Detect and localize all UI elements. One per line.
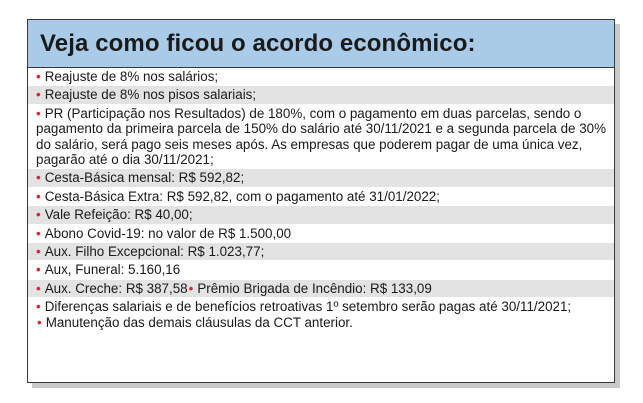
list-item-text: Reajuste de 8% nos pisos salariais; <box>44 87 257 103</box>
list-item-text: Vale Refeição: R$ 40,00; <box>44 207 193 223</box>
list-item <box>28 206 614 224</box>
bullet-icon: • <box>36 105 41 121</box>
list-item-text: Reajuste de 8% nos salários; <box>44 69 219 84</box>
bullet-icon: • <box>36 69 41 84</box>
bullet-icon: • <box>36 280 41 296</box>
bullet-icon: • <box>36 87 41 103</box>
bullet-icon: • <box>36 299 41 315</box>
list-item <box>28 86 614 104</box>
box-title: Veja como ficou o acordo econômico: <box>40 29 476 57</box>
list-item <box>28 280 614 298</box>
items-list <box>28 68 614 332</box>
list-item <box>28 225 614 243</box>
list-item <box>28 188 614 206</box>
agreement-box <box>27 19 615 383</box>
bullet-icon: • <box>36 244 41 260</box>
list-item-text: Aux. Creche: R$ 387,58 <box>44 280 188 296</box>
header-bar <box>28 20 614 68</box>
bullet-icon: • <box>188 280 194 296</box>
list-item <box>28 105 614 170</box>
list-item-text: Cesta-Básica Extra: R$ 592,82, com o pagamento até 31/01/2022; <box>44 188 440 204</box>
list-item-text: Diferenças salariais e de benefícios retroativas 1º setembro serão pagas até 30/11/2021; <box>44 299 572 315</box>
bullet-icon: • <box>36 262 41 278</box>
bullet-icon: • <box>36 188 41 204</box>
list-item <box>28 261 614 279</box>
bullet-icon: • <box>36 207 41 223</box>
list-item-extra-text: Prêmio Brigada de Incêndio: R$ 133,09 <box>197 280 432 296</box>
list-item-extra-text: Manutenção das demais cláusulas da CCT anterior. <box>45 314 353 330</box>
list-item <box>28 169 614 187</box>
bullet-icon: • <box>36 225 41 241</box>
list-item-text: PR (Participação nos Resultados) de 180%, com o pagamento em duas parcelas, sendo o pagamento da primeira parcela de 150% do salário até 30/11/2021 e a segunda parcela de 30% do salário, será pago seis meses após. As empresas que poderem pagar de uma única vez, pagarão até o dia 30/11/2021; <box>36 105 606 168</box>
list-item <box>28 68 614 86</box>
list-item <box>28 243 614 261</box>
list-item-text: Aux, Funeral: 5.160,16 <box>44 262 181 278</box>
bullet-icon: • <box>37 314 42 330</box>
list-item-text: Cesta-Básica mensal: R$ 592,82; <box>44 170 245 186</box>
list-item-text: Aux. Filho Excepcional: R$ 1.023,77; <box>44 244 265 260</box>
bullet-icon: • <box>36 170 41 186</box>
list-item-text: Abono Covid-19: no valor de R$ 1.500,00 <box>44 225 292 241</box>
list-item <box>28 298 614 332</box>
